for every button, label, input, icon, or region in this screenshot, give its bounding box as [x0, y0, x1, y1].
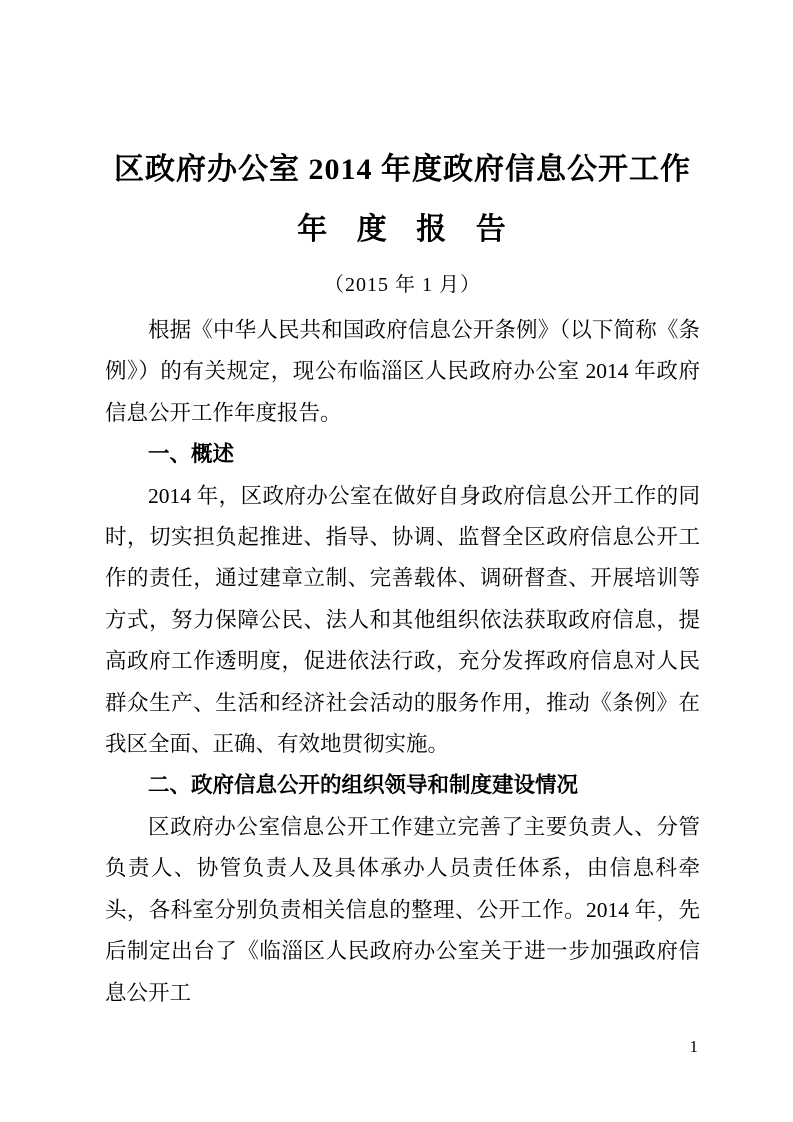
section-heading: 二、政府信息公开的组织领导和制度建设情况	[148, 773, 579, 798]
document-title: 区政府办公室 2014 年度政府信息公开工作	[114, 153, 691, 186]
body-paragraph: 根据《中华人民共和国政府信息公开条例》（以下简称《条例》）的有关规定，现公布临淄区人民政府办公室 2014 年政府信息公开工作年度报告。	[105, 318, 700, 425]
body-paragraph: 区政府办公室信息公开工作建立完善了主要负责人、分管负责人、协管负责人及具体承办人员责任体系，由信息科牵头，各科室分别负责相关信息的整理、公开工作。2014 年，先后制定出台了《临淄区人民政府办公室关于进一步加强政府信息公开工	[105, 814, 700, 1005]
document-body	[105, 310, 700, 1014]
document-date: （2015 年 1 月）	[324, 274, 481, 296]
section-heading: 一、概述	[148, 442, 235, 467]
document-content	[105, 150, 700, 1014]
document-subtitle: 年 度 报 告	[297, 213, 508, 246]
page-number: 1	[689, 1037, 698, 1056]
body-paragraph: 2014 年，区政府办公室在做好自身政府信息公开工作的同时，切实担负起推进、指导、协调、监督全区政府信息公开工作的责任，通过建章立制、完善载体、调研督查、开展培训等方式，努力保障公民、法人和其他组织依法获取政府信息，提高政府工作透明度，促进依法行政，充分发挥政府信息对人民群众生产、生活和经济社会活动的服务作用，推动《条例》在我区全面、正确、有效地贯彻实施。	[105, 483, 700, 757]
